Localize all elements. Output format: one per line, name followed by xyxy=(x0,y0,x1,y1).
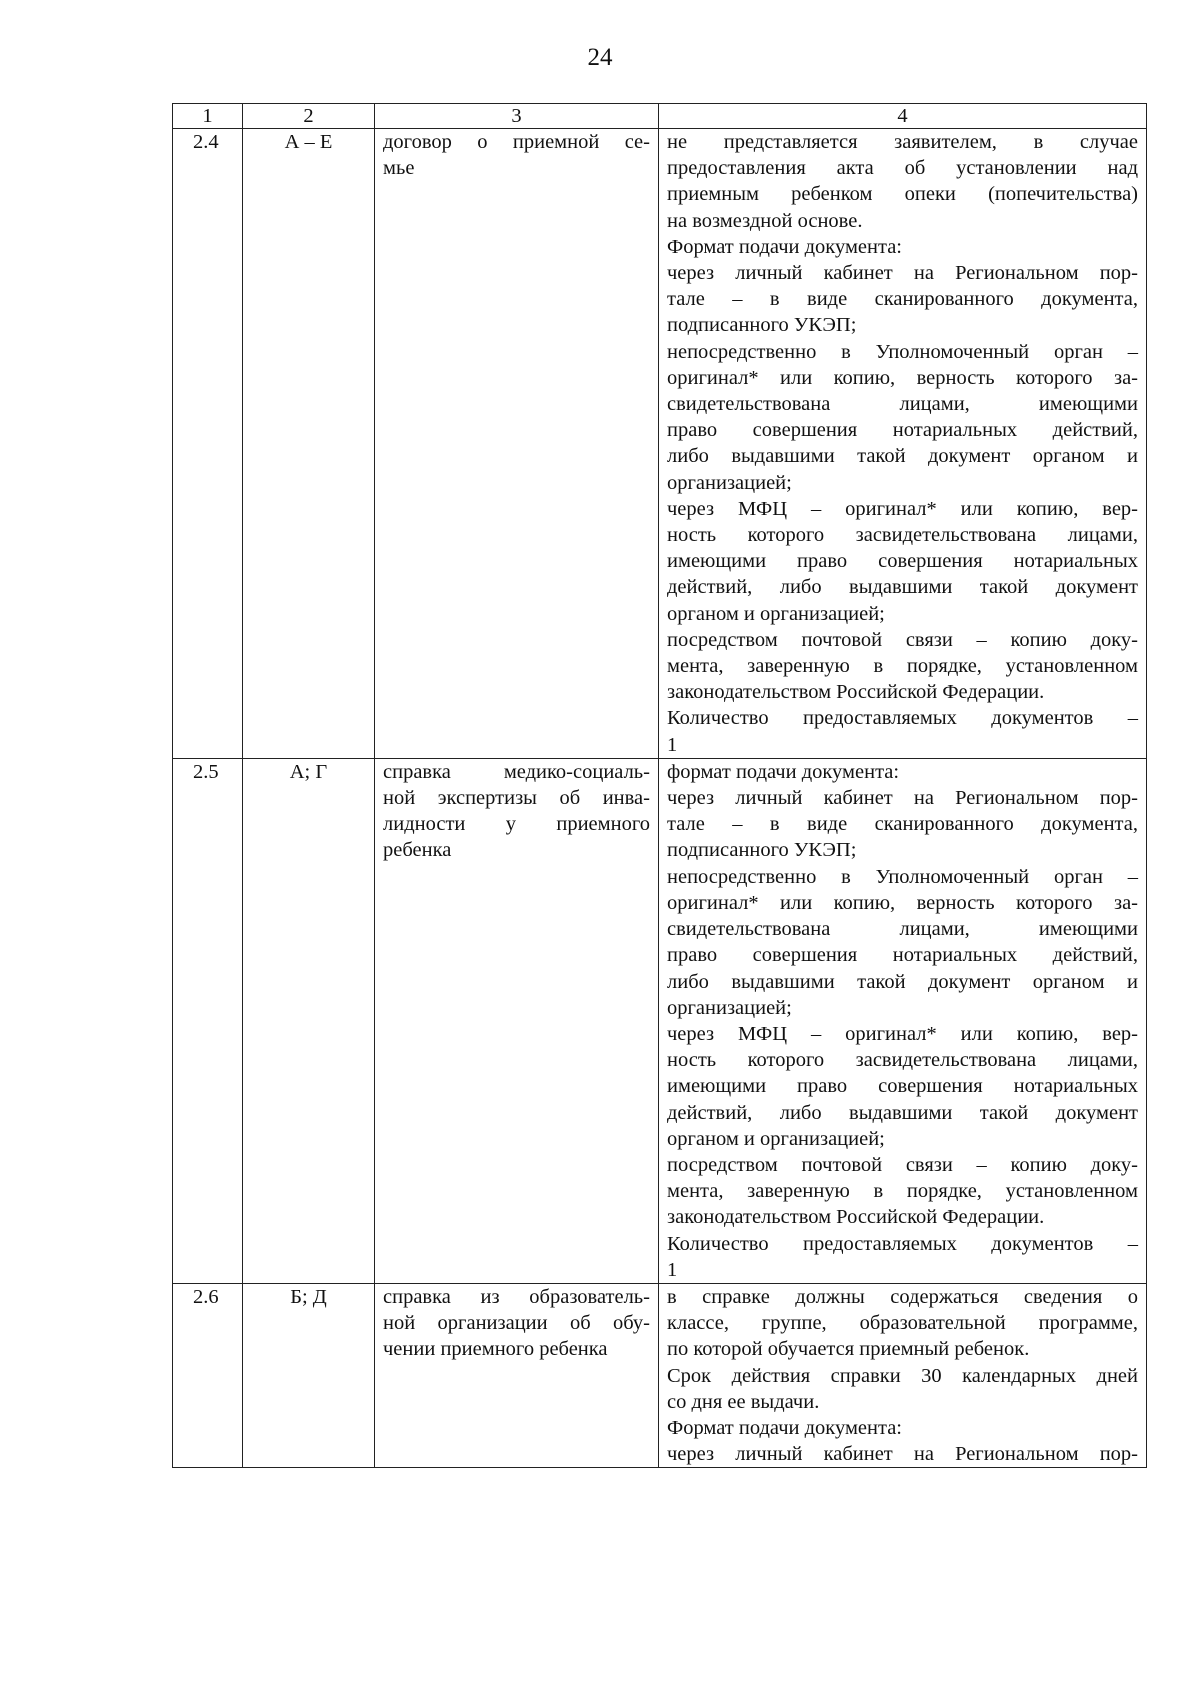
text-line: договор о приемной се- xyxy=(383,131,650,153)
text-line: ность которого засвидетельствована лицами, xyxy=(667,524,1138,547)
text-line: ребенка xyxy=(383,839,452,862)
text-line: на возмездной основе. xyxy=(667,209,863,232)
text-line: законодательством Российской Федерации. xyxy=(667,1206,1045,1229)
header-col-1: 1 xyxy=(173,104,243,129)
text-line: мента, заверенную в порядке, установленном xyxy=(667,655,1138,678)
text-line: посредством почтовой связи – копию доку- xyxy=(667,628,1138,651)
text-line: справка из образователь- xyxy=(383,1285,650,1308)
text-line: тале – в виде сканированного документа, xyxy=(667,813,1138,836)
text-line: непосредственно в Уполномоченный орган – xyxy=(667,340,1138,363)
text-line: законодательством Российской Федерации. xyxy=(667,681,1045,704)
text-line: имеющими право совершения нотариальных xyxy=(667,1075,1138,1098)
text-line: 1 xyxy=(667,733,678,756)
row-category: Б; Д xyxy=(243,1283,375,1467)
text-line: предоставления акта об установлении над xyxy=(667,157,1138,180)
text-line: через МФЦ – оригинал* или копию, вер- xyxy=(667,1022,1138,1045)
text-line: через МФЦ – оригинал* или копию, вер- xyxy=(667,497,1138,520)
text-line: лидности у приемного xyxy=(383,813,650,836)
table-row xyxy=(173,1283,1147,1467)
document-name xyxy=(375,129,659,759)
text-line: органом и организацией; xyxy=(667,1127,885,1150)
text-line: организацией; xyxy=(667,471,792,494)
table-header-row xyxy=(173,104,1147,129)
row-category: А; Г xyxy=(243,758,375,1283)
text-line: в справке должны содержаться сведения о xyxy=(667,1285,1138,1308)
document-name xyxy=(375,1283,659,1467)
row-number: 2.5 xyxy=(173,758,243,1283)
text-line: 1 xyxy=(667,1258,678,1281)
text-line: приемным ребенком опеки (попечительства) xyxy=(667,183,1138,206)
text-line: действий, либо выдавшими такой документ xyxy=(667,576,1138,599)
text-line: оригинал* или копию, верность которого за- xyxy=(667,891,1138,914)
page-number: 24 xyxy=(587,44,613,71)
text-line: свидетельствована лицами, имеющими xyxy=(667,393,1138,416)
text-line: классе, группе, образовательной программе, xyxy=(667,1312,1138,1335)
text-line: имеющими право совершения нотариальных xyxy=(667,550,1138,573)
text-line: подписанного УКЭП; xyxy=(667,839,857,862)
text-line: через личный кабинет на Региональном пор- xyxy=(667,262,1138,285)
text-line: тале – в виде сканированного документа, xyxy=(667,288,1138,311)
text-line: через личный кабинет на Региональном пор- xyxy=(667,1443,1138,1466)
table-row xyxy=(173,758,1147,1283)
text-line: Количество предоставляемых документов – xyxy=(667,707,1138,730)
text-line: Срок действия справки 30 календарных дней xyxy=(667,1364,1138,1387)
header-col-4: 4 xyxy=(659,104,1147,129)
header-col-2: 2 xyxy=(243,104,375,129)
text-line: формат подачи документа: xyxy=(667,760,900,783)
text-line: ность которого засвидетельствована лицами, xyxy=(667,1049,1138,1072)
text-line: действий, либо выдавшими такой документ xyxy=(667,1101,1138,1124)
text-line: посредством почтовой связи – копию доку- xyxy=(667,1153,1138,1176)
text-line: чении приемного ребенка xyxy=(383,1338,608,1361)
row-category: А – Е xyxy=(243,129,375,759)
text-line: свидетельствована лицами, имеющими xyxy=(667,918,1138,941)
text-line: организацией; xyxy=(667,996,792,1019)
text-line: по которой обучается приемный ребенок. xyxy=(667,1338,1030,1361)
text-line: оригинал* или копию, верность которого за- xyxy=(667,366,1138,389)
table-row xyxy=(173,129,1147,759)
text-line: Формат подачи документа: xyxy=(667,1416,902,1439)
text-line: Количество предоставляемых документов – xyxy=(667,1232,1138,1255)
document-table xyxy=(172,103,1147,1468)
text-line: мента, заверенную в порядке, установленном xyxy=(667,1180,1138,1203)
document-description xyxy=(659,129,1147,759)
text-line: со дня ее выдачи. xyxy=(667,1390,820,1413)
text-line: справка медико-социаль- xyxy=(383,760,650,783)
text-line: органом и организацией; xyxy=(667,602,885,625)
text-line: подписанного УКЭП; xyxy=(667,314,857,337)
text-line: мье xyxy=(383,157,415,180)
row-number: 2.6 xyxy=(173,1283,243,1467)
row-number: 2.4 xyxy=(173,129,243,759)
text-line: не представляется заявителем, в случае xyxy=(667,131,1138,153)
document-description xyxy=(659,758,1147,1283)
text-line: непосредственно в Уполномоченный орган – xyxy=(667,865,1138,888)
text-line: ной организации об обу- xyxy=(383,1312,650,1335)
header-col-3: 3 xyxy=(375,104,659,129)
text-line: либо выдавшими такой документ органом и xyxy=(667,445,1138,468)
text-line: через личный кабинет на Региональном пор- xyxy=(667,787,1138,810)
text-line: либо выдавшими такой документ органом и xyxy=(667,970,1138,993)
text-line: право совершения нотариальных действий, xyxy=(667,419,1138,442)
text-line: право совершения нотариальных действий, xyxy=(667,944,1138,967)
document-name xyxy=(375,758,659,1283)
document-description xyxy=(659,1283,1147,1467)
text-line: Формат подачи документа: xyxy=(667,235,902,258)
text-line: ной экспертизы об инва- xyxy=(383,787,650,810)
